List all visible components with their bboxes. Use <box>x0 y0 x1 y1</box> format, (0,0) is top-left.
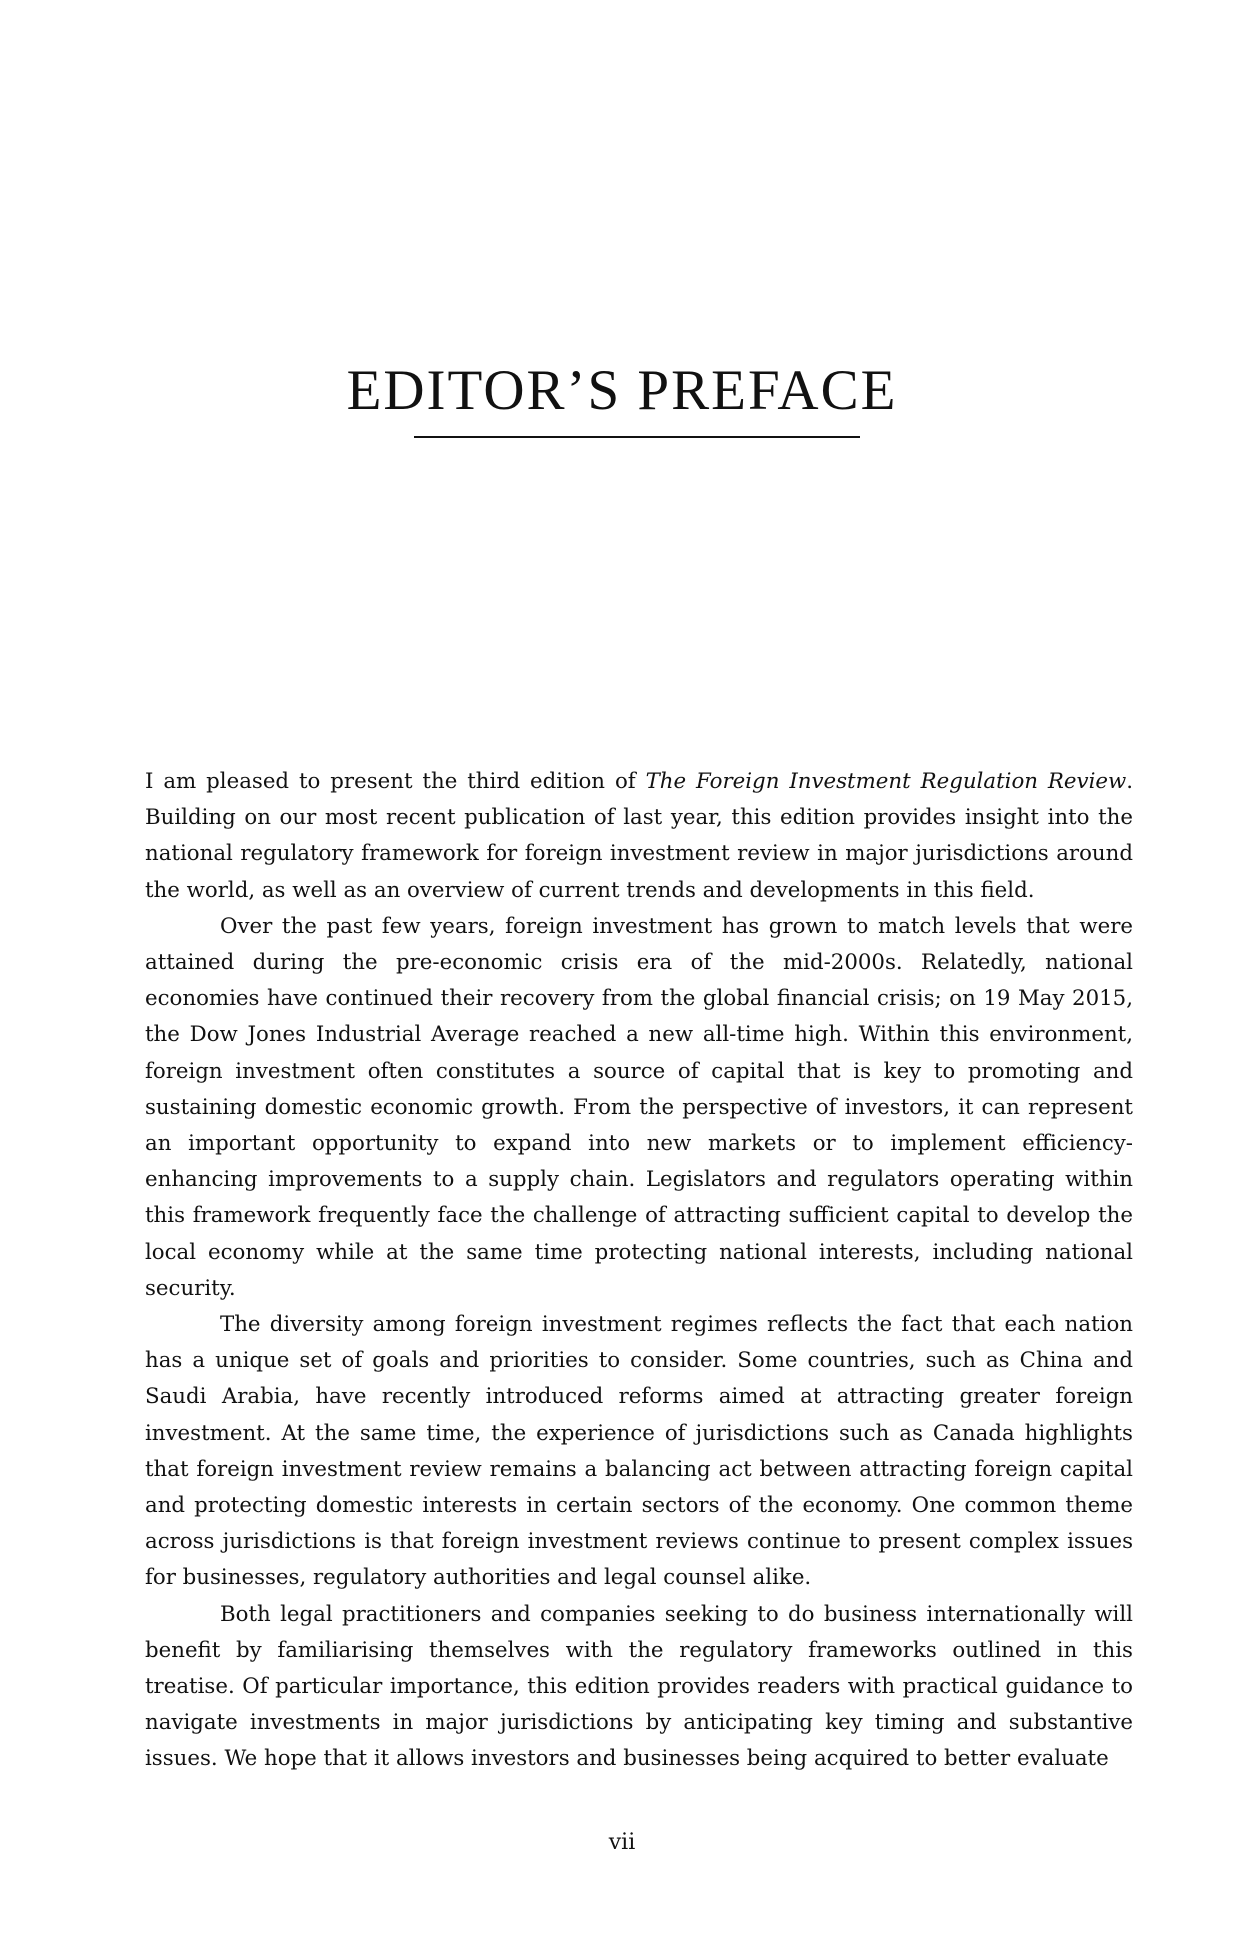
paragraph-1-lead: I am pleased to present the third edition of <box>145 769 646 794</box>
paragraph-1-rest: . Building on our most recent publication of last year, this edition provides insight into the national regulatory framework for foreign investment review in major jurisdictions around the world, as well as an overview of current trends and developments in this field. <box>145 769 1133 903</box>
paragraph-2: Over the past few years, foreign investment has grown to match levels that were attained during the pre-economic crisis era of the mid-2000s. Relatedly, national economies have continued their recovery from the global financial crisis; on 19 May 2015, the Dow Jones Industrial Average reached a new all-time high. Within this environment, foreign investment often constitutes a source of capital that is key to promoting and sustaining domestic economic growth. From the perspective of investors, it can represent an important opportunity to expand into new markets or to implement efficiency-enhancing improvements to a supply chain. Legislators and regulators operating within this framework frequently face the challenge of attracting sufficient capital to develop the local economy while at the same time protecting national interests, including national security. <box>145 913 1133 1301</box>
page-number: vii <box>608 1830 636 1855</box>
paragraph-1 <box>145 764 1133 909</box>
page-title: EDITOR’S PREFACE <box>346 359 898 422</box>
title-underline-rule <box>414 436 860 438</box>
paragraph-3: The diversity among foreign investment regimes reflects the fact that each nation has a unique set of goals and priorities to consider. Some countries, such as China and Saudi Arabia, have recently introduced reforms aimed at attracting greater foreign investment. At the same time, the experience of jurisdictions such as Canada highlights that foreign investment review remains a balancing act between attracting foreign capital and protecting domestic interests in certain sectors of the economy. One common theme across jurisdictions is that foreign investment reviews continue to present complex issues for businesses, regulatory authorities and legal counsel alike. <box>145 1312 1133 1591</box>
review-title-italic: The Foreign Investment Regulation Review <box>645 769 1127 794</box>
body-text <box>145 764 1133 1778</box>
paragraph-4: Both legal practitioners and companies seeking to do business internationally will benefit by familiarising themselves with the regulatory frameworks outlined in this treatise. Of particular importance, this edition provides readers with practical guidance to navigate investments in major jurisdictions by anticipating key timing and substantive issues. We hope that it allows investors and businesses being acquired to better evaluate <box>145 1601 1133 1772</box>
